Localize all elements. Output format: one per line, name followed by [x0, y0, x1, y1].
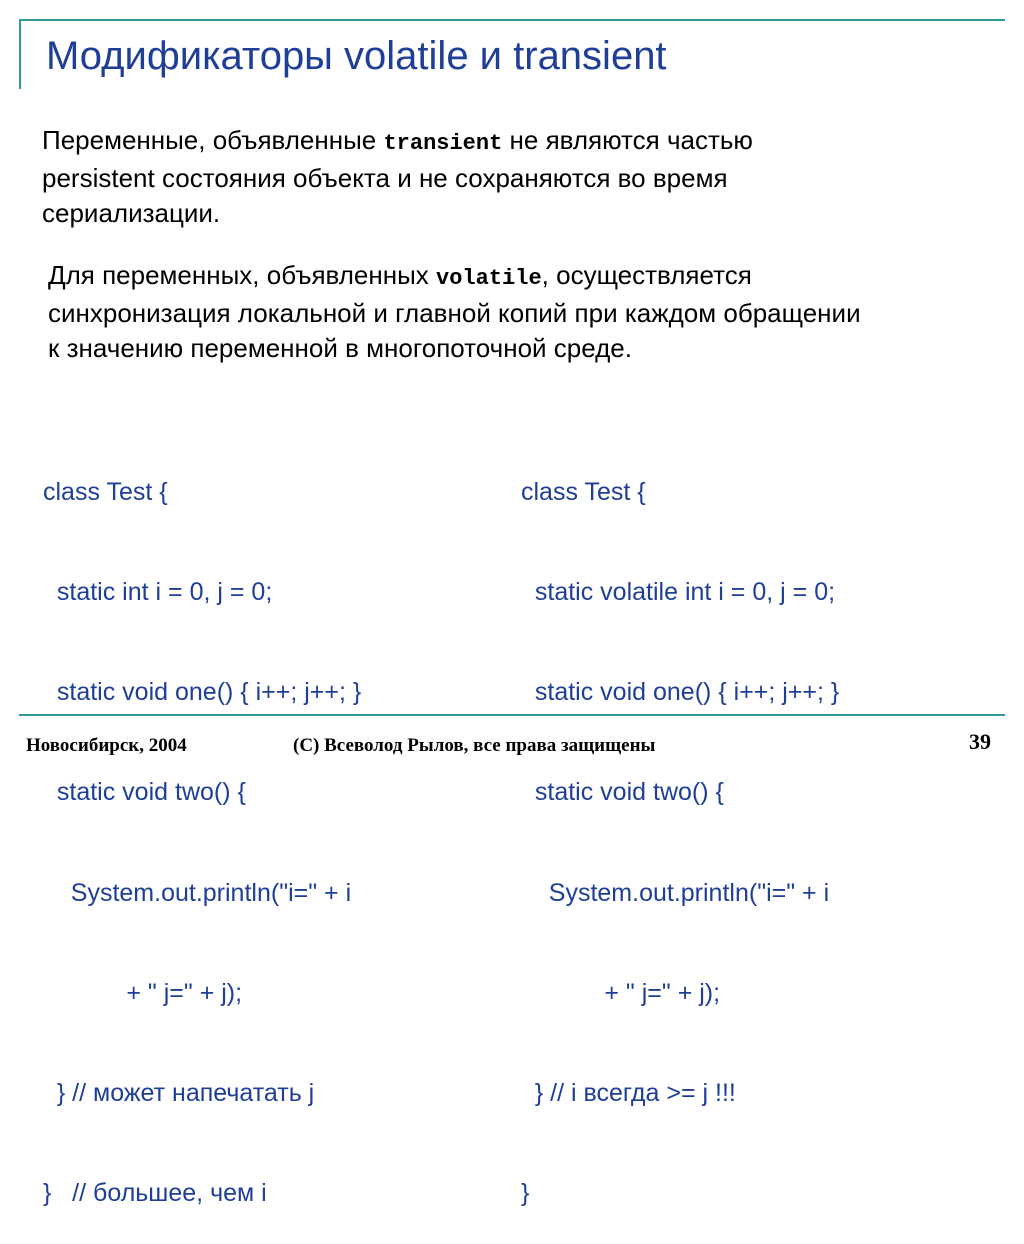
transient-text-pre: Переменные, объявленные [42, 125, 384, 155]
transient-paragraph-line-1 [42, 123, 753, 161]
code-line: class Test { [521, 477, 646, 506]
code-line: } // может напечатать j [43, 1079, 315, 1108]
volatile-paragraph-line-1 [48, 258, 861, 296]
transient-paragraph [42, 123, 753, 231]
code-line: class Test { [43, 477, 168, 506]
transient-paragraph-line-2: persistent состояния объекта и не сохраняются во время [42, 163, 728, 193]
volatile-text-post: , осуществляется [541, 260, 752, 290]
page-number: 39 [969, 729, 991, 754]
volatile-paragraph-line-2: синхронизация локальной и главной копий при каждом обращении [48, 298, 861, 328]
code-line: + " j=" + j); [521, 978, 721, 1007]
code-line: static void one() { i++; j++; } [43, 678, 362, 707]
bottom-frame-line [19, 714, 1005, 716]
code-line: System.out.println("i=" + i [43, 878, 352, 907]
transient-paragraph-line-3: сериализации. [42, 198, 221, 228]
left-frame-line [19, 19, 21, 89]
code-line: } // большее, чем i [43, 1179, 267, 1208]
code-line: static void two() { [43, 778, 246, 807]
footer-city-year: Новосибирск, 2004 [26, 735, 187, 756]
transient-keyword: transient [383, 131, 503, 156]
code-line: static volatile int i = 0, j = 0; [521, 578, 836, 607]
code-example-volatile [521, 409, 839, 1244]
code-line: System.out.println("i=" + i [521, 878, 830, 907]
code-example-plain [43, 409, 361, 1244]
volatile-paragraph-line-3: к значению переменной в многопоточной среде. [48, 333, 632, 363]
code-line: static void two() { [521, 778, 724, 807]
code-line: } // i всегда >= j !!! [521, 1079, 736, 1108]
top-frame-line [19, 19, 1005, 21]
code-line: } [521, 1179, 530, 1208]
code-line: static int i = 0, j = 0; [43, 578, 273, 607]
slide-title: Модификаторы volatile и transient [46, 34, 667, 78]
volatile-paragraph [48, 258, 861, 366]
volatile-text-pre: Для переменных, объявленных [48, 260, 437, 290]
code-line: + " j=" + j); [43, 978, 243, 1007]
code-line: static void one() { i++; j++; } [521, 678, 840, 707]
footer-copyright: (C) Всеволод Рылов, все права защищены [293, 735, 656, 756]
transient-text-post: не являются частью [502, 125, 753, 155]
volatile-keyword: volatile [436, 266, 542, 291]
